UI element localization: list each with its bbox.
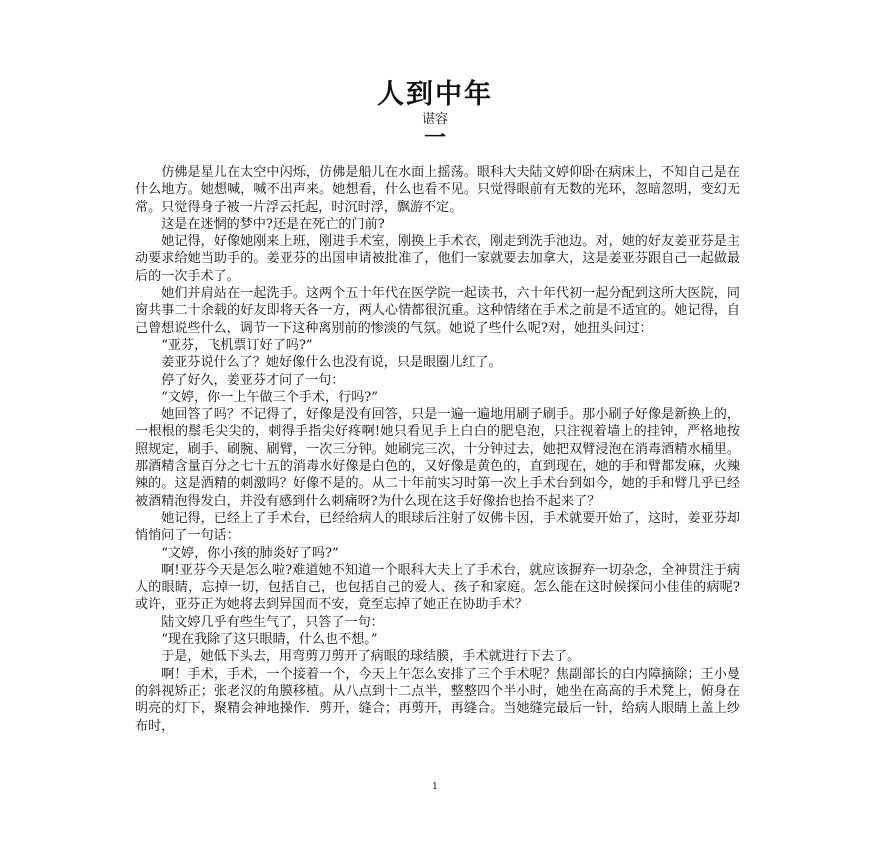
paragraph: 她记得，已经上了手术台，已经给病人的眼球后注射了奴佛卡因，手术就要开始了，这时，姜亚芬却悄悄问了一句话： <box>135 510 740 544</box>
document-author: 谌容 <box>421 112 448 127</box>
chapter-heading: 一 <box>423 125 446 151</box>
paragraph: 啊！手术，手术，一个接着一个，今天上午怎么安排了三个手术呢？焦副部长的白内障摘除；王小曼的斜视矫正；张老汉的角膜移植。从八点到十二点半，整整四个半小时，她坐在高高的手术凳上，俯身在明亮的灯下，聚精会神地操作．剪开，缝合；再剪开，再缝合。当她缝完最后一针，给病人眼睛上盖上纱布时， <box>135 666 740 734</box>
paragraph: 这是在迷惘的梦中?还是在死亡的门前? <box>161 216 385 232</box>
paragraph: 她回答了吗？不记得了，好像是没有回答，只是一遍一遍地用刷子刷手。那小刷子好像是新换上的，一根根的鬃毛尖尖的，刺得手指尖好疼啊!她只看见手上白白的肥皂泡，只注视着墙上的挂钟，严格地按照规定，刷手、刷腕、刷臂，一次三分钟。她刷完三次，十分钟过去，她把双臂浸泡在消毒酒精水桶里。那酒精含量百分之七十五的消毒水好像是白色的，又好像是黄色的，直到现在，她的手和臂都发麻，火辣辣的。这是酒精的刺激吗？好像不是的。从二十年前实习时第一次上手术台到如今，她的手和臂几乎已经被酒精泡得发白，并没有感到什么刺痛呀?为什么现在这手好像抬也抬不起来了？ <box>135 407 740 509</box>
paragraph: 仿佛是星儿在太空中闪烁，仿佛是船儿在水面上摇荡。眼科大夫陆文婷仰卧在病床上，不知自己是在什么地方。她想喊，喊不出声来。她想看，什么也看不见。只觉得眼前有无数的光环，忽暗忽明，变幻无常。只觉得身子被一片浮云托起，时沉时浮，飘游不定。 <box>135 165 740 215</box>
document-body <box>135 164 740 735</box>
paragraph: 于是，她低下头去，用弯剪刀剪开了病眼的球结膜，手术就进行下去了。 <box>161 649 581 665</box>
paragraph: 陆文婷几乎有些生气了，只答了一句： <box>161 614 384 630</box>
paragraph: 她记得，好像她刚来上班，刚进手术室，刚换上手术衣，刚走到洗手池边。对，她的好友姜亚芬是主动要求给她当助手的。姜亚芬的出国申请被批准了，他们一家就要去加拿大，这是姜亚芬跟自己一起做最后的一次手术了。 <box>135 234 740 284</box>
paragraph: “文婷，你一上午做三个手术，行吗?” <box>161 389 379 405</box>
paragraph: “现在我除了这只眼睛，什么也不想。” <box>161 632 378 648</box>
paragraph: 姜亚芬说什么了？她好像什么也没有说，只是眼圈儿红了。 <box>161 355 502 371</box>
paragraph: 啊!亚芬今天是怎么啦?难道她不知道一个眼科大夫上了手术台，就应该摒弃一切杂念，全神贯注于病人的眼睛，忘掉一切，包括自己，也包括自己的爱人、孩子和家庭。怎么能在这时候探问小佳佳的病呢?或许，亚芬正为她将去到异国而不安，竟至忘掉了她正在协助手术？ <box>135 562 740 613</box>
paragraph: “文婷，你小孩的肺炎好了吗?” <box>161 545 339 561</box>
paragraph: 停了好久，姜亚芬才问了一句： <box>161 372 345 388</box>
paragraph: “亚芬，飞机票订好了吗?” <box>161 337 313 353</box>
page-number: 1 <box>432 782 438 792</box>
paragraph: 她们并肩站在一起洗手。这两个五十年代在医学院一起读书，六十年代初一起分配到这所大医院，同窗共事二十余载的好友即将天各一方，两人心情都很沉重。这种情绪在手术之前是不适宜的。她记得，自己曾想说些什么，调节一下这种离别前的惨淡的气氛。她说了些什么呢?对，她扭头问过： <box>135 286 740 336</box>
document-title: 人到中年 <box>377 79 493 110</box>
